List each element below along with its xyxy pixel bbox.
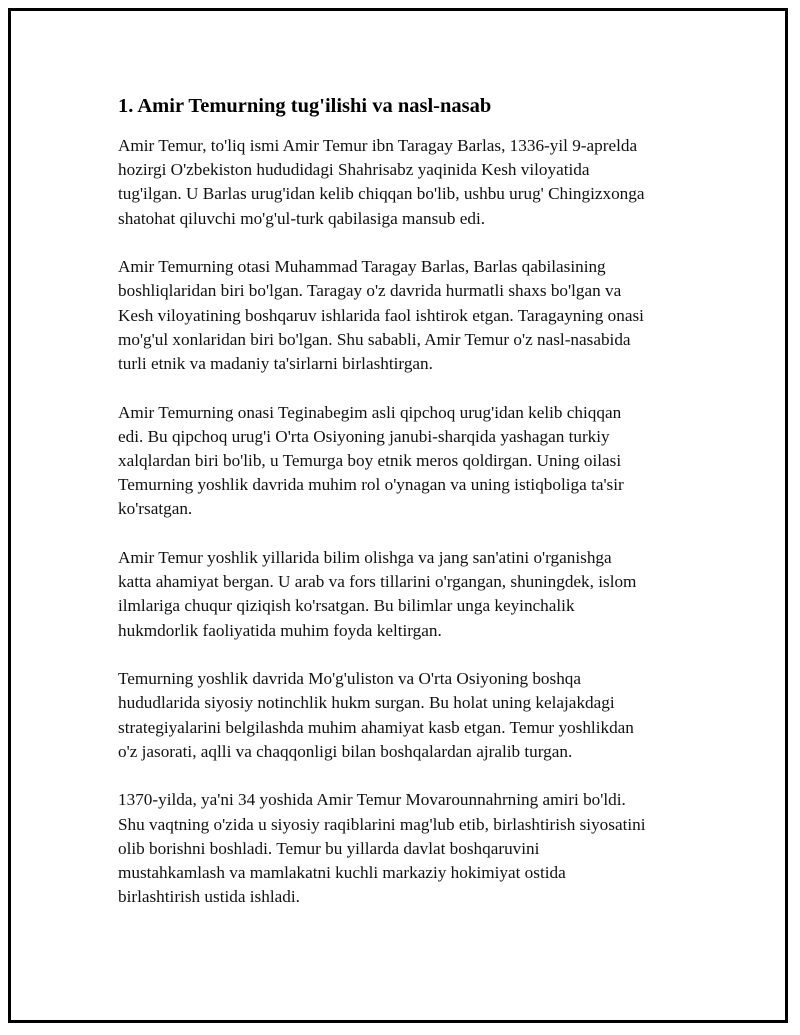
document-body	[118, 92, 698, 934]
paragraph-education: Amir Temur yoshlik yillarida bilim olishga va jang san'atini o'rganishga katta ahamiyat bergan. U arab va fors tillarini o'rgangan, shuningdek, islom ilmlariga chuqur qiziqish ko'rsatgan. Bu bilimlar unga keyinchalik hukmdorlik faoliyatida muhim foyda keltirgan.	[118, 548, 637, 640]
paragraph-birth: Amir Temur, to'liq ismi Amir Temur ibn Taragay Barlas, 1336-yil 9-aprelda hozirgi O'zbekiston hududidagi Shahrisabz yaqinida Kesh viloyatida tug'ilgan. U Barlas urug'idan kelib chiqqan bo'lib, ushbu urug' Chingizxonga shatohat qiluvchi mo'g'ul-turk qabilasiga mansub edi.	[118, 136, 645, 228]
paragraph-youth: Temurning yoshlik davrida Mo'g'uliston va O'rta Osiyoning boshqa hududlarida siyosiy notinchlik hukm surgan. Bu holat uning kelajakdagi strategiyalarini belgilashda muhim ahamiyat kasb etgan. Temur yoshlikdan o'z jasorati, aqlli va chaqqonligi bilan boshqalardan ajralib turgan.	[118, 669, 634, 761]
paragraph-rise-to-power: 1370-yilda, ya'ni 34 yoshida Amir Temur Movarounnahrning amiri bo'ldi. Shu vaqtning o'zida u siyosiy raqiblarini mag'lub etib, birlashtirish siyosatini olib borishni boshladi. Temur bu yillarda davlat boshqaruvini mustahkamlash va mamlakatni kuchli markaziy hokimiyat ostida birlashtirish ustida ishladi.	[118, 790, 646, 907]
paragraph-mother: Amir Temurning onasi Teginabegim asli qipchoq urug'idan kelib chiqqan edi. Bu qipchoq urug'i O'rta Osiyoning janubi-sharqida yashagan turkiy xalqlardan biri bo'lib, u Temurga boy etnik meros qoldirgan. Uning oilasi Temurning yoshlik davrida muhim rol o'ynagan va uning istiqboliga ta'sir ko'rsatgan.	[118, 402, 624, 519]
paragraph-father: Amir Temurning otasi Muhammad Taragay Barlas, Barlas qabilasining boshliqlaridan biri bo'lgan. Taragay o'z davrida hurmatli shaxs bo'lgan va Kesh viloyatining boshqaruv ishlarida faol ishtirok etgan. Taragayning onasi mo'g'ul xonlaridan biri bo'lgan. Shu sababli, Amir Temur o'z nasl-nasabida turli etnik va madaniy ta'sirlarni birlashtirgan.	[118, 257, 644, 374]
section-heading: 1. Amir Temurning tug'ilishi va nasl-nasab	[118, 95, 492, 117]
